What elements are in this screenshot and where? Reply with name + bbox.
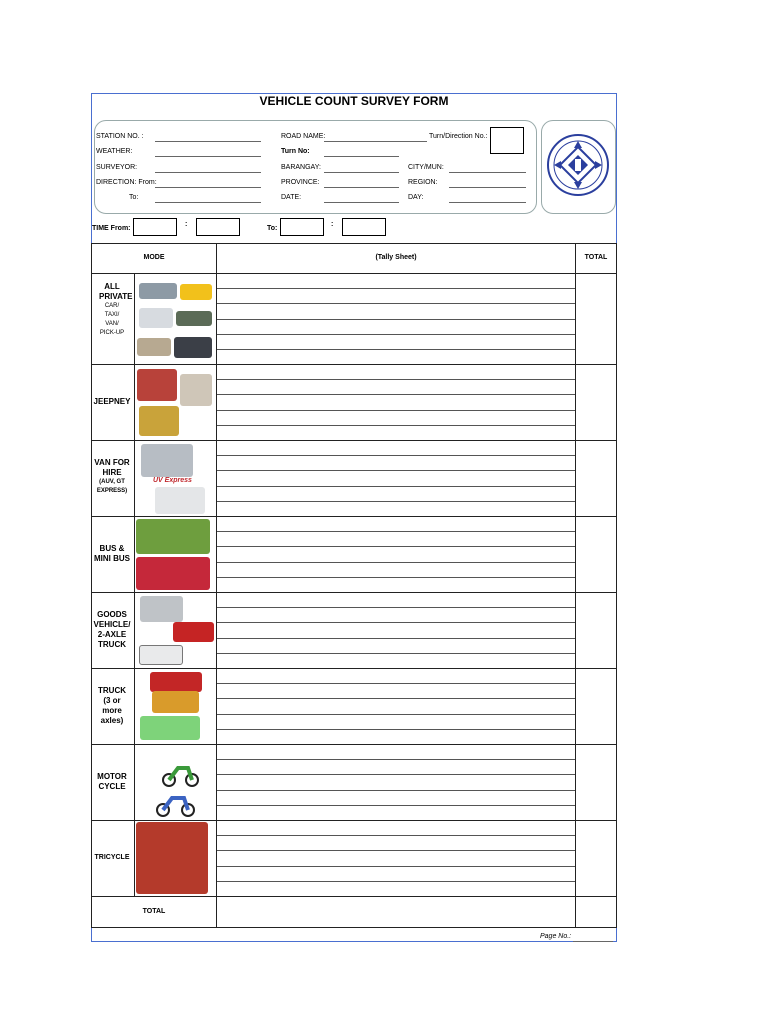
barangay-label: BARANGAY: bbox=[281, 164, 321, 171]
tanker-truck-image bbox=[139, 645, 183, 665]
bus-image bbox=[136, 557, 210, 590]
motorcycle-icon bbox=[156, 788, 196, 823]
turn-no-field[interactable] bbox=[324, 156, 399, 157]
city-mun-label: CITY/MUN: bbox=[408, 164, 444, 171]
total-column-header: TOTAL bbox=[584, 254, 608, 261]
road-name-label: ROAD NAME: bbox=[281, 133, 326, 140]
row-separator bbox=[91, 668, 617, 669]
direction-to-field[interactable] bbox=[155, 202, 261, 203]
table-right-border bbox=[616, 243, 617, 927]
form-title: VEHICLE COUNT SURVEY FORM bbox=[259, 94, 449, 108]
weather-field[interactable] bbox=[155, 156, 261, 157]
agency-seal-icon bbox=[542, 121, 615, 213]
station-no-field[interactable] bbox=[155, 141, 261, 142]
mode-title: VAN FOR HIRE bbox=[94, 458, 130, 477]
jeepney-image bbox=[139, 406, 179, 436]
time-from-minute-box[interactable] bbox=[196, 218, 240, 236]
van-for-hire-image bbox=[141, 444, 193, 477]
turn-direction-no-label: Turn/Direction No.: bbox=[429, 133, 488, 140]
minibus-image bbox=[136, 519, 210, 554]
mode-column-divider bbox=[216, 243, 217, 927]
date-field[interactable] bbox=[324, 202, 399, 203]
time-from-hour-box[interactable] bbox=[133, 218, 177, 236]
tally-line[interactable] bbox=[217, 349, 575, 350]
mode-column-header: MODE bbox=[143, 254, 165, 261]
time-to-hour-box[interactable] bbox=[280, 218, 324, 236]
tally-line[interactable] bbox=[217, 531, 575, 532]
tally-line[interactable] bbox=[217, 653, 575, 654]
tally-line[interactable] bbox=[217, 303, 575, 304]
surveyor-field[interactable] bbox=[155, 172, 261, 173]
tally-line[interactable] bbox=[217, 714, 575, 715]
tally-line[interactable] bbox=[217, 759, 575, 760]
mode-label-bus: BUS & MINI BUS bbox=[94, 544, 130, 563]
direction-from-field[interactable] bbox=[155, 187, 261, 188]
uv-express-text: UV Express bbox=[153, 477, 192, 484]
tally-line[interactable] bbox=[217, 334, 575, 335]
tally-line[interactable] bbox=[217, 622, 575, 623]
row-separator bbox=[91, 592, 617, 593]
date-label: DATE: bbox=[281, 194, 302, 201]
direction-from-label: DIRECTION: From: bbox=[96, 179, 157, 186]
tally-line[interactable] bbox=[217, 288, 575, 289]
row-separator bbox=[91, 440, 617, 441]
dump-truck-image bbox=[150, 672, 202, 692]
time-to-minute-box[interactable] bbox=[342, 218, 386, 236]
tally-line[interactable] bbox=[217, 319, 575, 320]
grand-total-label: TOTAL bbox=[142, 908, 166, 915]
tally-line[interactable] bbox=[217, 501, 575, 502]
tricycle-image bbox=[136, 822, 208, 894]
tally-line[interactable] bbox=[217, 394, 575, 395]
province-label: PROVINCE: bbox=[281, 179, 320, 186]
region-label: REGION: bbox=[408, 179, 438, 186]
jeepney-image bbox=[137, 369, 177, 401]
mode-subtitle: (AUV, GT EXPRESS) bbox=[96, 479, 128, 494]
tally-line[interactable] bbox=[217, 835, 575, 836]
tally-line[interactable] bbox=[217, 729, 575, 730]
table-top-line bbox=[91, 243, 617, 244]
station-no-label: STATION NO. : bbox=[96, 133, 144, 140]
tally-line[interactable] bbox=[217, 790, 575, 791]
dump-truck-image bbox=[152, 691, 199, 713]
tally-line[interactable] bbox=[217, 425, 575, 426]
total-column-divider bbox=[575, 243, 576, 927]
time-to-label: To: bbox=[267, 225, 278, 232]
two-axle-truck-image bbox=[140, 596, 183, 622]
tally-line[interactable] bbox=[217, 455, 575, 456]
table-bottom-line bbox=[91, 927, 617, 928]
suv-dark-image bbox=[174, 337, 212, 358]
row-separator bbox=[91, 744, 617, 745]
car-image bbox=[139, 283, 177, 299]
tally-line[interactable] bbox=[217, 866, 575, 867]
direction-to-label: To: bbox=[129, 194, 139, 201]
time-to-colon: : bbox=[331, 221, 334, 228]
table-left-border bbox=[91, 243, 92, 927]
tally-line[interactable] bbox=[217, 698, 575, 699]
tally-line[interactable] bbox=[217, 805, 575, 806]
time-from-colon: : bbox=[185, 221, 188, 228]
suv-image bbox=[137, 338, 171, 356]
province-field[interactable] bbox=[324, 187, 399, 188]
tally-line[interactable] bbox=[217, 850, 575, 851]
image-column-divider bbox=[134, 273, 135, 896]
mode-label-motorcycle bbox=[92, 772, 132, 792]
mode-label-truck bbox=[92, 686, 132, 726]
mode-label-all-private bbox=[92, 282, 132, 338]
tally-line[interactable] bbox=[217, 562, 575, 563]
table-header-line bbox=[91, 273, 617, 274]
row-separator bbox=[91, 896, 617, 897]
mode-subtitle: CAR/ TAXI/ VAN/ PICK-UP bbox=[99, 303, 125, 336]
tally-line[interactable] bbox=[217, 546, 575, 547]
mode-title: TRUCK (3 or more axles) bbox=[98, 686, 126, 725]
pickup-image bbox=[176, 311, 212, 326]
region-field[interactable] bbox=[449, 187, 526, 188]
tally-line[interactable] bbox=[217, 683, 575, 684]
mode-label-van-for-hire bbox=[92, 458, 132, 496]
tally-line[interactable] bbox=[217, 379, 575, 380]
taxi-image bbox=[180, 284, 212, 300]
tally-line[interactable] bbox=[217, 486, 575, 487]
day-field[interactable] bbox=[449, 202, 526, 203]
city-mun-field[interactable] bbox=[449, 172, 526, 173]
weather-label: WEATHER: bbox=[96, 148, 133, 155]
page-no-label: Page No.: bbox=[540, 933, 572, 940]
tally-line[interactable] bbox=[217, 881, 575, 882]
jeepney-image bbox=[180, 374, 212, 406]
time-from-label: TIME From: bbox=[92, 225, 131, 232]
turn-no-label: Turn No: bbox=[281, 148, 310, 155]
tally-line[interactable] bbox=[217, 774, 575, 775]
tally-line[interactable] bbox=[217, 470, 575, 471]
tally-line[interactable] bbox=[217, 638, 575, 639]
trailer-truck-image bbox=[140, 716, 200, 740]
barangay-field[interactable] bbox=[324, 172, 399, 173]
mode-label-tricycle: TRICYCLE bbox=[94, 854, 130, 861]
road-name-field[interactable] bbox=[324, 141, 427, 142]
mode-title: ALL PRIVATE bbox=[99, 282, 133, 301]
uv-express-van-image bbox=[155, 487, 205, 514]
tally-line[interactable] bbox=[217, 607, 575, 608]
mode-title: MOTOR CYCLE bbox=[97, 772, 127, 791]
tally-line[interactable] bbox=[217, 410, 575, 411]
tally-line[interactable] bbox=[217, 577, 575, 578]
van-image bbox=[139, 308, 173, 328]
tally-column-header: (Tally Sheet) bbox=[375, 254, 417, 261]
row-separator bbox=[91, 364, 617, 365]
delivery-truck-image bbox=[173, 622, 214, 642]
mode-label-jeepney: JEEPNEY bbox=[93, 397, 131, 406]
mode-label-goods-vehicle: GOODS VEHICLE/ 2-AXLE TRUCK bbox=[93, 610, 131, 649]
row-separator bbox=[91, 516, 617, 517]
logo-box bbox=[541, 120, 616, 214]
page-no-field[interactable] bbox=[573, 941, 613, 942]
surveyor-label: SURVEYOR: bbox=[96, 164, 138, 171]
turn-direction-no-box[interactable] bbox=[490, 127, 524, 154]
day-label: DAY: bbox=[408, 194, 424, 201]
